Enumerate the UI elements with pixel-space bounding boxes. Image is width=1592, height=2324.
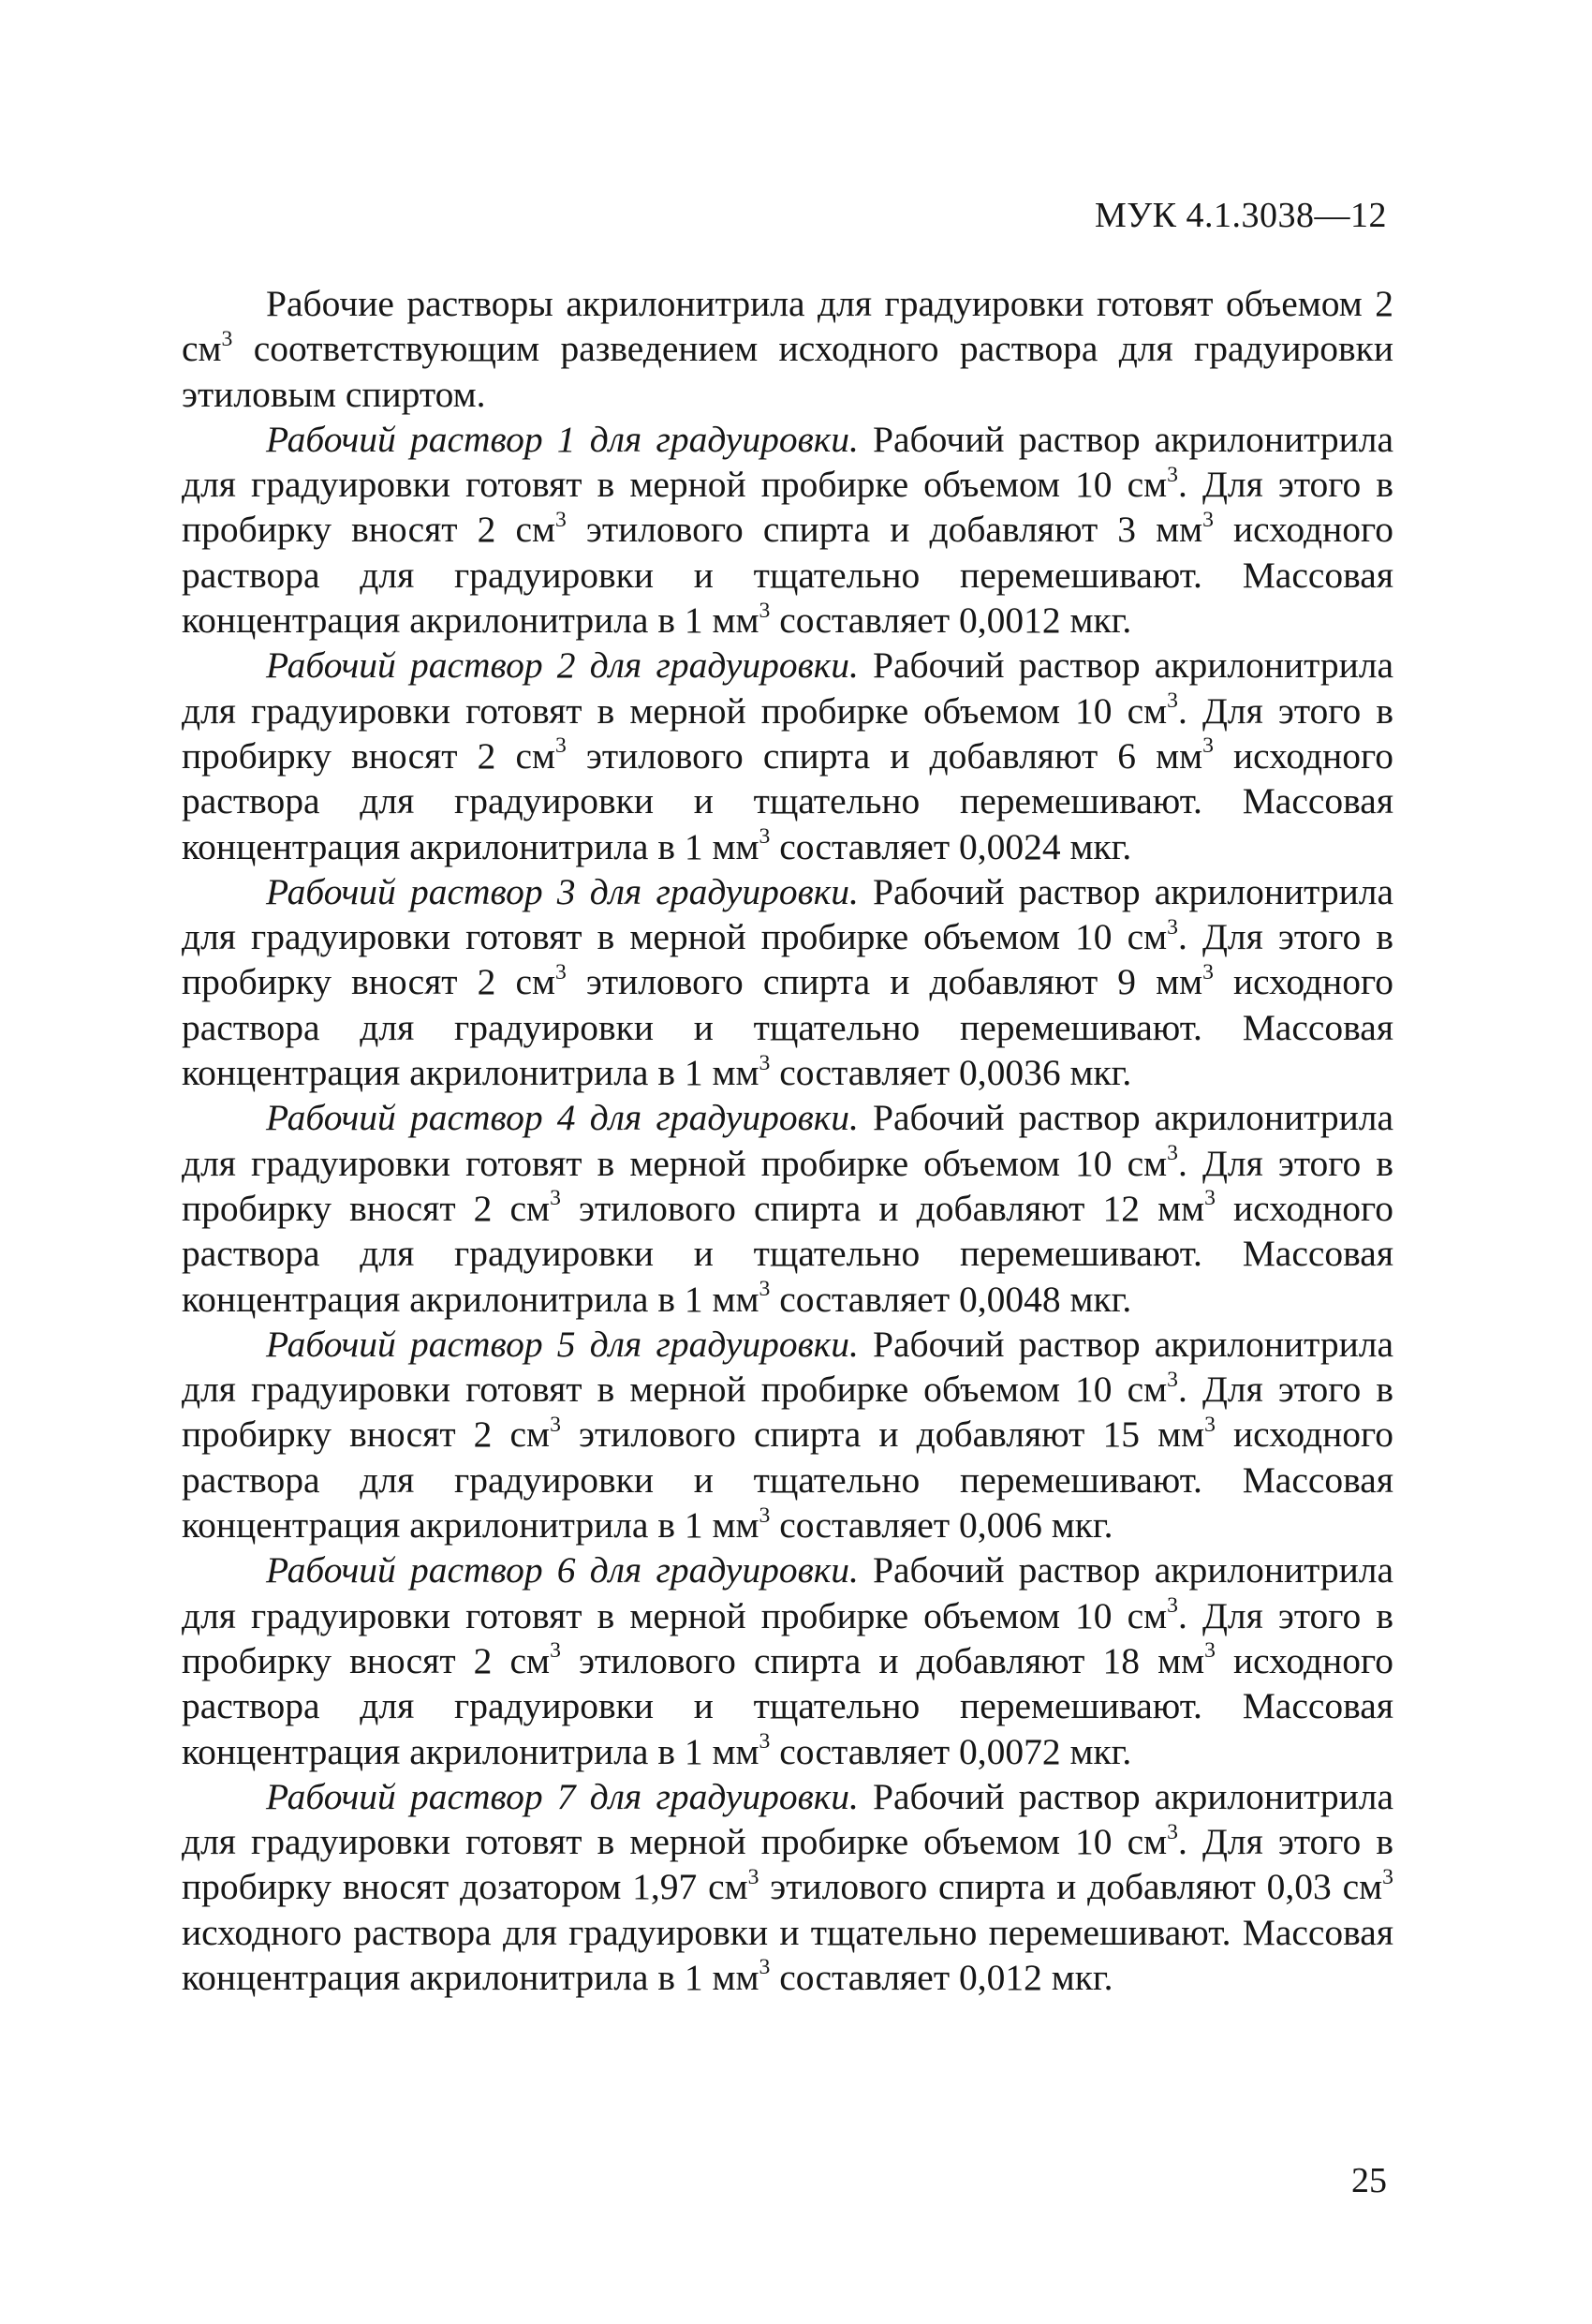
solution-paragraph-6: Рабочий раствор 6 для градуировки. Рабочий раствор акрилонитрила для градуировки готовят в мерной пробирке объемом 10 $см^3$. Для этого в пробирку вносят 2 $см^3$ этилового спирта и добавляют 18 $мм^3$ исходного раствора для градуировки и тщательно перемешивают. Массовая концентрация акрилонитрила в 1 $мм^3$ составляет 0,0072 мкг.	[182, 1549, 1393, 1772]
solution-title: Рабочий раствор 6 для градуировки.	[266, 1549, 859, 1591]
solution-paragraph-2: Рабочий раствор 2 для градуировки. Рабочий раствор акрилонитрила для градуировки готовят в мерной пробирке объемом 10 $см^3$. Для этого в пробирку вносят 2 $см^3$ этилового спирта и добавляют 6 $мм^3$ исходного раствора для градуировки и тщательно перемешивают. Массовая концентрация акрилонитрила в 1 $мм^3$ составляет 0,0024 мкг.	[182, 644, 1393, 867]
document-code-header: МУК 4.1.3038—12	[1094, 196, 1387, 235]
solution-title: Рабочий раствор 4 для градуировки.	[266, 1097, 859, 1139]
solution-title: Рабочий раствор 3 для градуировки.	[266, 870, 859, 912]
intro-paragraph: Рабочие растворы акрилонитрила для градуировки готовят объемом 2 $см^3$ соответствующим разведением исходного раствора для градуировки этиловым спиртом.	[182, 283, 1393, 415]
page-number: 25	[1351, 2161, 1387, 2200]
solution-paragraph-5: Рабочий раствор 5 для градуировки. Рабочий раствор акрилонитрила для градуировки готовят в мерной пробирке объемом 10 $см^3$. Для этого в пробирку вносят 2 $см^3$ этилового спирта и добавляют 15 $мм^3$ исходного раствора для градуировки и тщательно перемешивают. Массовая концентрация акрилонитрила в 1 $мм^3$ составляет 0,006 мкг.	[182, 1323, 1393, 1547]
superscript: 3	[221, 326, 233, 351]
solution-title: Рабочий раствор 2 для градуировки.	[266, 644, 859, 687]
solution-title: Рабочий раствор 7 для градуировки.	[266, 1775, 859, 1817]
solution-title: Рабочий раствор 1 для градуировки.	[266, 418, 859, 460]
solution-paragraph-4: Рабочий раствор 4 для градуировки. Рабочий раствор акрилонитрила для градуировки готовят в мерной пробирке объемом 10 $см^3$. Для этого в пробирку вносят 2 $см^3$ этилового спирта и добавляют 12 $мм^3$ исходного раствора для градуировки и тщательно перемешивают. Массовая концентрация акрилонитрила в 1 $мм^3$ составляет 0,0048 мкг.	[182, 1097, 1393, 1320]
solution-paragraph-3: Рабочий раствор 3 для градуировки. Рабочий раствор акрилонитрила для градуировки готовят в мерной пробирке объемом 10 $см^3$. Для этого в пробирку вносят 2 $см^3$ этилового спирта и добавляют 9 $мм^3$ исходного раствора для градуировки и тщательно перемешивают. Массовая концентрация акрилонитрила в 1 $мм^3$ составляет 0,0036 мкг.	[182, 870, 1393, 1094]
solution-title: Рабочий раствор 5 для градуировки.	[266, 1323, 859, 1365]
document-body	[182, 281, 1393, 2000]
solution-paragraph-1: Рабочий раствор 1 для градуировки. Рабочий раствор акрилонитрила для градуировки готовят в мерной пробирке объемом 10 $см^3$. Для этого в пробирку вносят 2 $см^3$ этилового спирта и добавляют 3 $мм^3$ исходного раствора для градуировки и тщательно перемешивают. Массовая концентрация акрилонитрила в 1 $мм^3$ составляет 0,0012 мкг.	[182, 418, 1393, 642]
solution-paragraph-7: Рабочий раствор 7 для градуировки. Рабочий раствор акрилонитрила для градуировки готовят в мерной пробирке объемом 10 $см^3$. Для этого в пробирку вносят дозатором 1,97 $см^3$ этилового спирта и добавляют 0,03 $см^3$ исходного раствора для градуировки и тщательно перемешивают. Массовая концентрация акрилонитрила в 1 $мм^3$ составляет 0,012 мкг.	[182, 1775, 1393, 1998]
